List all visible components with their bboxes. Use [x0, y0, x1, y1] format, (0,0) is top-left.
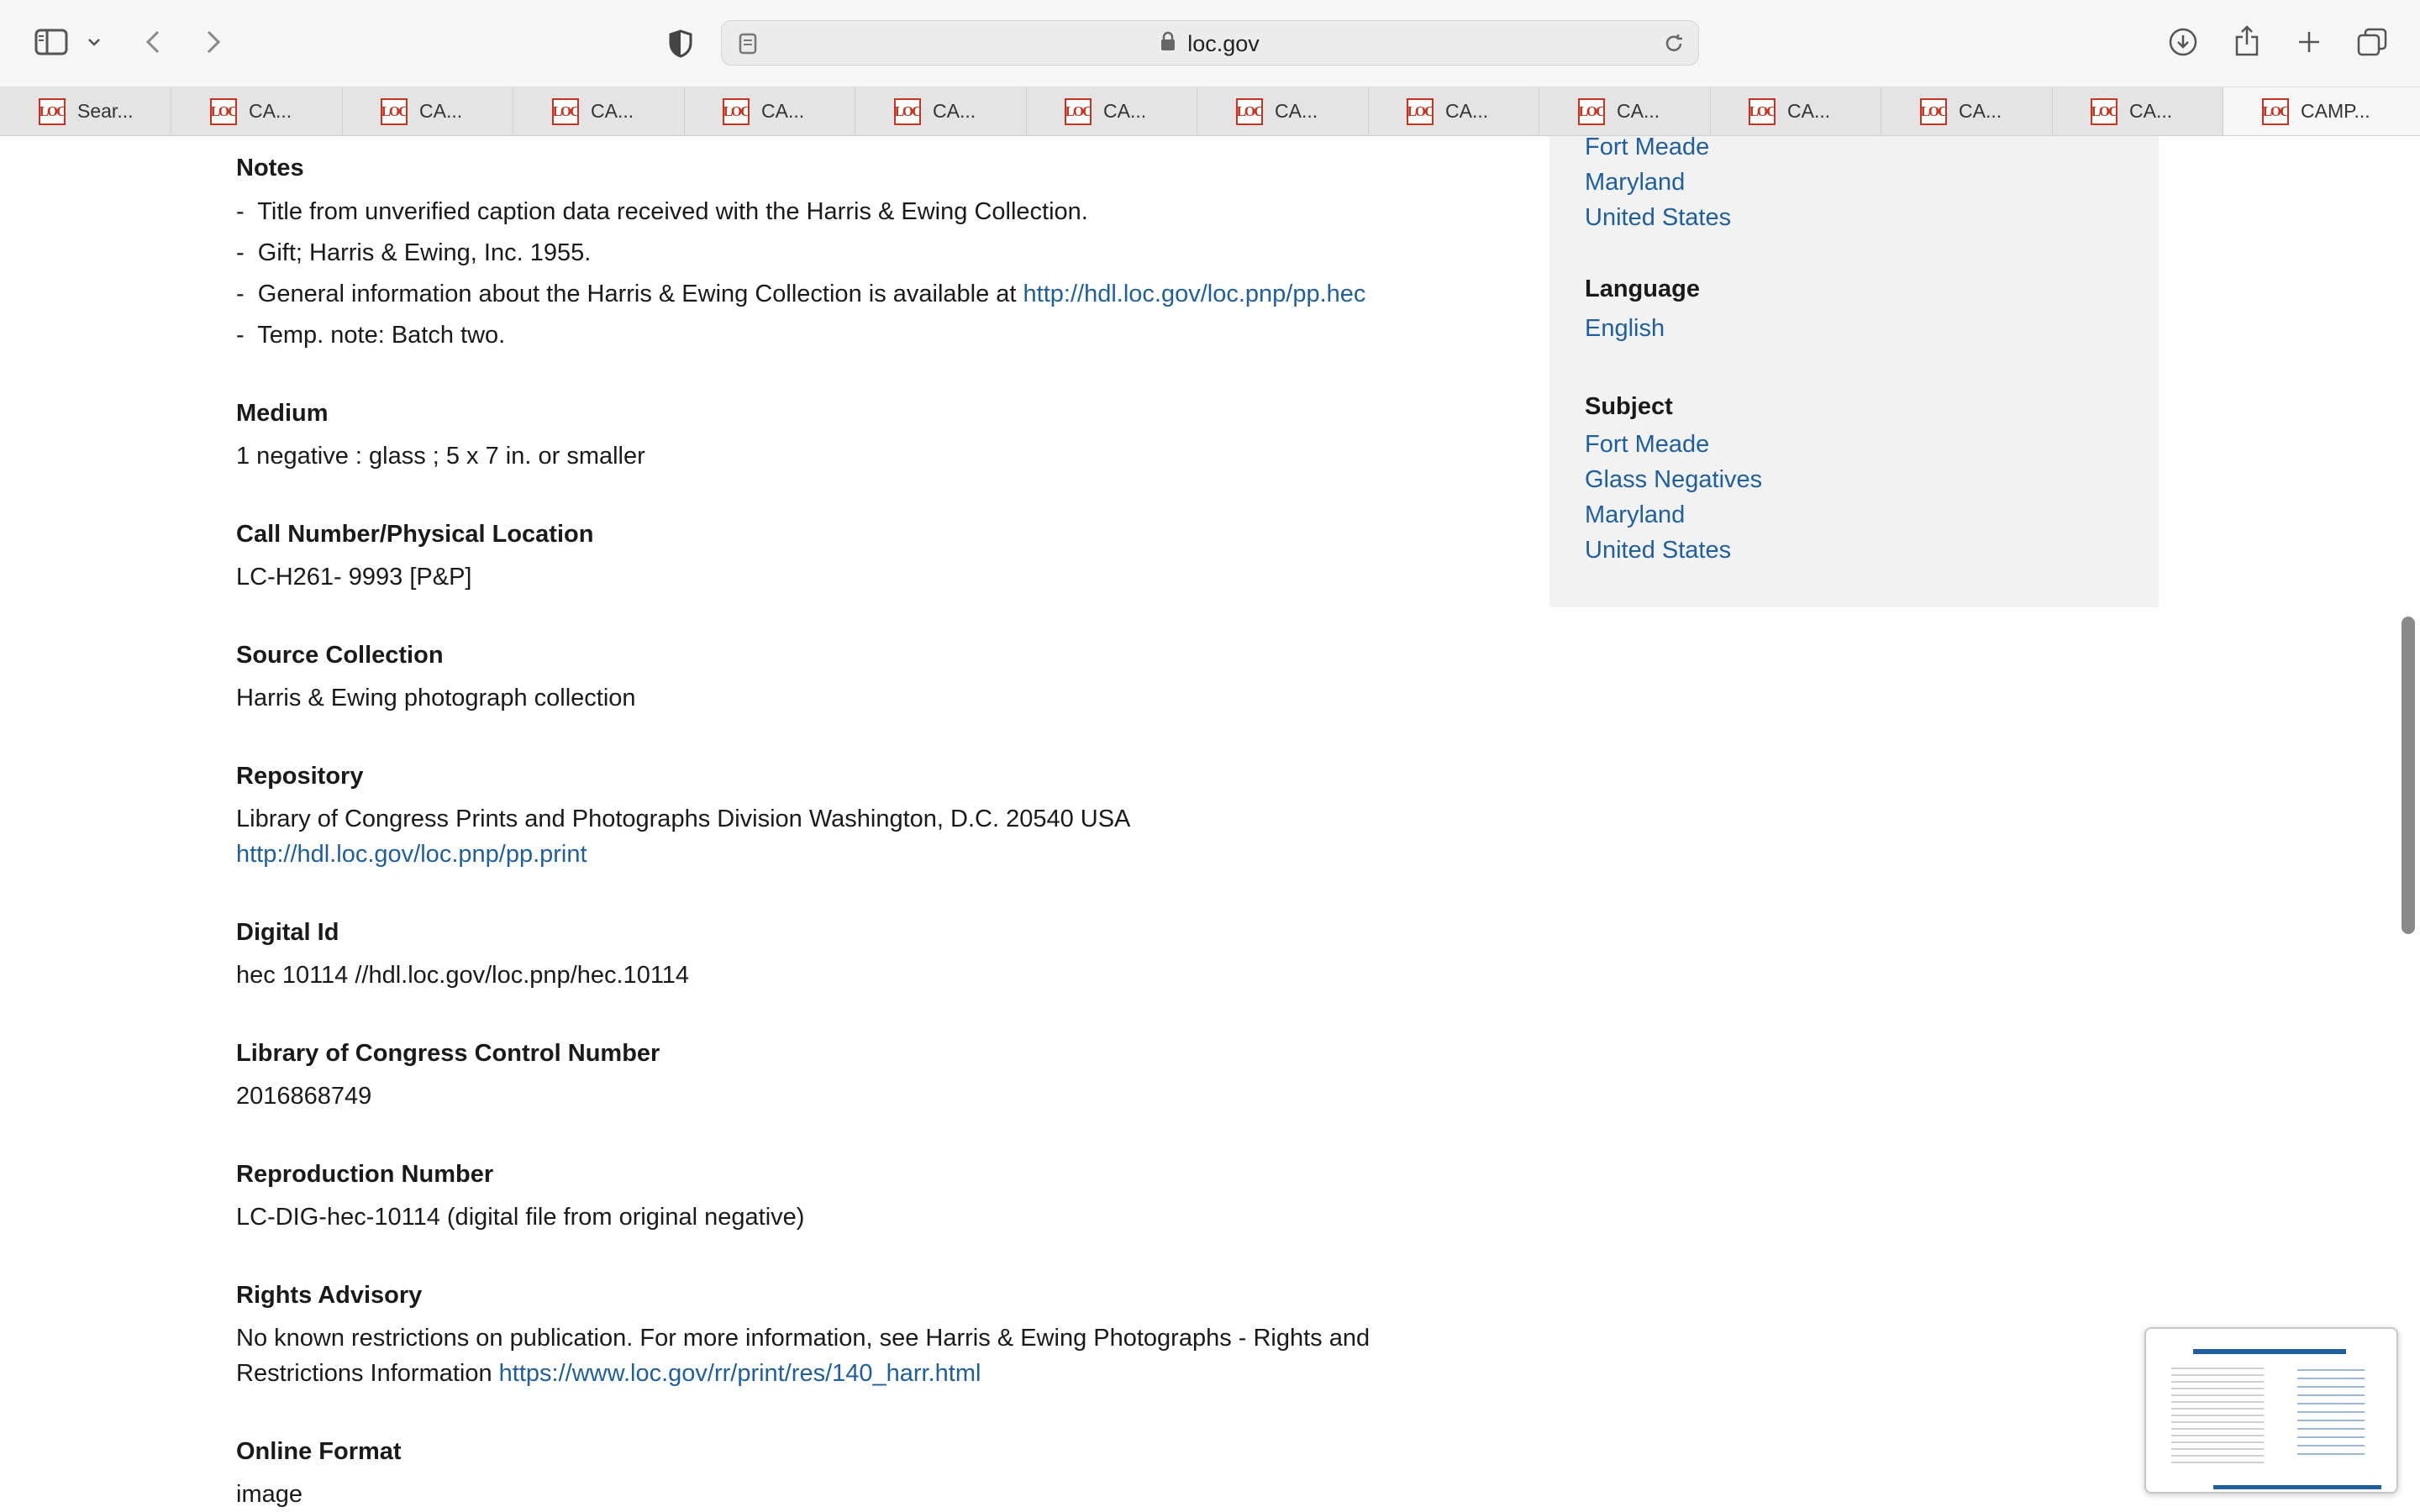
subject-heading: Subject [1585, 393, 1673, 420]
details-sidebar [1549, 136, 2159, 607]
rights-value-line2: Restrictions Information https://www.loc.gov/rr/print/res/140_harr.html [236, 1360, 981, 1387]
tab-label: CA... [1275, 100, 1318, 122]
notes-list [236, 192, 1497, 356]
loc-favicon-icon: LOC [210, 98, 237, 125]
language-link-english[interactable]: English [1585, 315, 1665, 342]
subject-links [1585, 427, 2089, 568]
browser-tab[interactable] [1368, 87, 1539, 135]
back-icon[interactable] [138, 25, 168, 59]
tab-label: CA... [761, 100, 805, 122]
tab-label: CA... [1959, 100, 2002, 122]
browser-tab[interactable] [171, 87, 343, 135]
loc-favicon-icon: LOC [1407, 98, 1434, 125]
thumbnail-sidebar-lines [2297, 1362, 2365, 1455]
online-format-heading: Online Format [236, 1438, 402, 1465]
subject-link-fort-meade[interactable]: Fort Meade [1585, 431, 1710, 458]
loc-favicon-icon: LOC [1749, 98, 1776, 125]
digital-id-value: hec 10114 //hdl.loc.gov/loc.pnp/hec.10114 [236, 962, 690, 989]
note-item: - Temp. note: Batch two. [236, 322, 506, 349]
loc-favicon-icon: LOC [723, 98, 750, 125]
reproduction-heading: Reproduction Number [236, 1161, 494, 1188]
browser-tab[interactable] [513, 87, 685, 135]
reload-icon[interactable] [1661, 31, 1686, 56]
source-collection-heading: Source Collection [236, 642, 444, 669]
location-link-maryland[interactable]: Maryland [1585, 169, 1686, 196]
location-link-united-states[interactable]: United States [1585, 204, 1732, 231]
tab-label: CA... [1445, 100, 1489, 122]
subject-link-glass-negatives[interactable]: Glass Negatives [1585, 466, 1763, 493]
subject-link-maryland[interactable]: Maryland [1585, 501, 1686, 528]
tab-label: CA... [1787, 100, 1831, 122]
browser-tab[interactable] [1026, 87, 1197, 135]
tab-bar [0, 87, 2420, 136]
browser-tab[interactable] [1197, 87, 1369, 135]
browser-tab[interactable] [1881, 87, 2053, 135]
download-icon[interactable] [2166, 25, 2200, 59]
rights-value-line1: No known restrictions on publication. For more information, see Harris & Ewing Photographs - Rights and [236, 1325, 1370, 1352]
thumbnail-footer-bar [2213, 1485, 2381, 1489]
new-tab-icon[interactable] [2292, 25, 2326, 59]
location-link-fort-meade[interactable]: Fort Meade [1585, 136, 1710, 160]
loc-favicon-icon: LOC [894, 98, 921, 125]
loc-favicon-icon: LOC [1065, 98, 1092, 125]
tab-label: CA... [2129, 100, 2173, 122]
call-number-heading: Call Number/Physical Location [236, 521, 594, 548]
loc-favicon-icon: LOC [2091, 98, 2118, 125]
loc-favicon-icon: LOC [552, 98, 579, 125]
tab-label: CA... [1103, 100, 1147, 122]
note-item: - Title from unverified caption data received with the Harris & Ewing Collection. [236, 198, 1088, 225]
browser-tab[interactable] [1710, 87, 1881, 135]
address-bar[interactable] [721, 20, 1699, 66]
lock-icon [1160, 21, 1176, 66]
tab-label: CA... [933, 100, 976, 122]
tab-label: CA... [419, 100, 463, 122]
notes-heading: Notes [236, 155, 304, 181]
subject-link-united-states[interactable]: United States [1585, 537, 1732, 564]
reproduction-value: LC-DIG-hec-10114 (digital file from original negative) [236, 1204, 805, 1231]
note-item: - Gift; Harris & Ewing, Inc. 1955. [236, 239, 592, 266]
browser-tab[interactable] [2223, 87, 2420, 135]
browser-tab[interactable] [855, 87, 1027, 135]
url-text: loc.gov [1187, 31, 1260, 56]
loc-favicon-icon: LOC [1236, 98, 1263, 125]
repository-heading: Repository [236, 763, 364, 790]
lccn-value: 2016868749 [236, 1083, 372, 1110]
page-content [0, 136, 2420, 1512]
medium-heading: Medium [236, 400, 329, 427]
rights-heading: Rights Advisory [236, 1282, 423, 1309]
browser-tab[interactable] [684, 87, 855, 135]
tab-label: CA... [591, 100, 634, 122]
sidebar-toggle-icon[interactable] [32, 25, 71, 59]
share-icon[interactable] [2230, 24, 2264, 59]
browser-tab[interactable] [0, 87, 171, 135]
repository-link[interactable]: http://hdl.loc.gov/loc.pnp/pp.print [236, 841, 587, 868]
tab-label: CA... [1617, 100, 1660, 122]
browser-tab[interactable] [1539, 87, 1711, 135]
repository-value: Library of Congress Prints and Photographs Division Washington, D.C. 20540 USA [236, 806, 1131, 832]
thumbnail-header-bar [2193, 1349, 2346, 1354]
forward-icon[interactable] [198, 25, 229, 59]
loc-favicon-icon: LOC [39, 98, 66, 125]
loc-favicon-icon: LOC [1920, 98, 1947, 125]
thumbnail-text-lines [2171, 1362, 2264, 1463]
lccn-heading: Library of Congress Control Number [236, 1040, 660, 1067]
language-heading: Language [1585, 276, 1700, 302]
browser-tab[interactable] [342, 87, 513, 135]
online-format-value: image [236, 1481, 302, 1508]
source-collection-value: Harris & Ewing photograph collection [236, 685, 636, 711]
tab-label: CA... [249, 100, 292, 122]
note-item: - General information about the Harris & Ewing Collection is available at http://hdl.loc.gov/loc.pnp/pp.hec [236, 281, 1366, 307]
hec-collection-link[interactable]: http://hdl.loc.gov/loc.pnp/pp.hec [1023, 281, 1366, 307]
location-links [1585, 136, 2089, 235]
scrollbar-thumb[interactable] [2402, 617, 2415, 934]
loc-favicon-icon: LOC [2262, 98, 2289, 125]
tab-overview-icon[interactable] [2354, 25, 2390, 59]
loc-favicon-icon: LOC [381, 98, 408, 125]
medium-value: 1 negative : glass ; 5 x 7 in. or smaller [236, 443, 645, 470]
digital-id-heading: Digital Id [236, 919, 339, 946]
tab-label: CAMP... [2301, 100, 2370, 122]
browser-toolbar [0, 0, 2420, 87]
chevron-down-icon[interactable] [84, 30, 104, 54]
page-thumbnail-preview[interactable] [2144, 1327, 2398, 1494]
rights-link[interactable]: https://www.loc.gov/rr/print/res/140_harr.html [498, 1360, 981, 1387]
tab-label: Sear... [77, 100, 134, 122]
loc-favicon-icon: LOC [1578, 98, 1605, 125]
call-number-value: LC-H261- 9993 [P&P] [236, 564, 472, 591]
browser-tab[interactable] [2052, 87, 2223, 135]
privacy-shield-icon[interactable] [664, 27, 697, 60]
